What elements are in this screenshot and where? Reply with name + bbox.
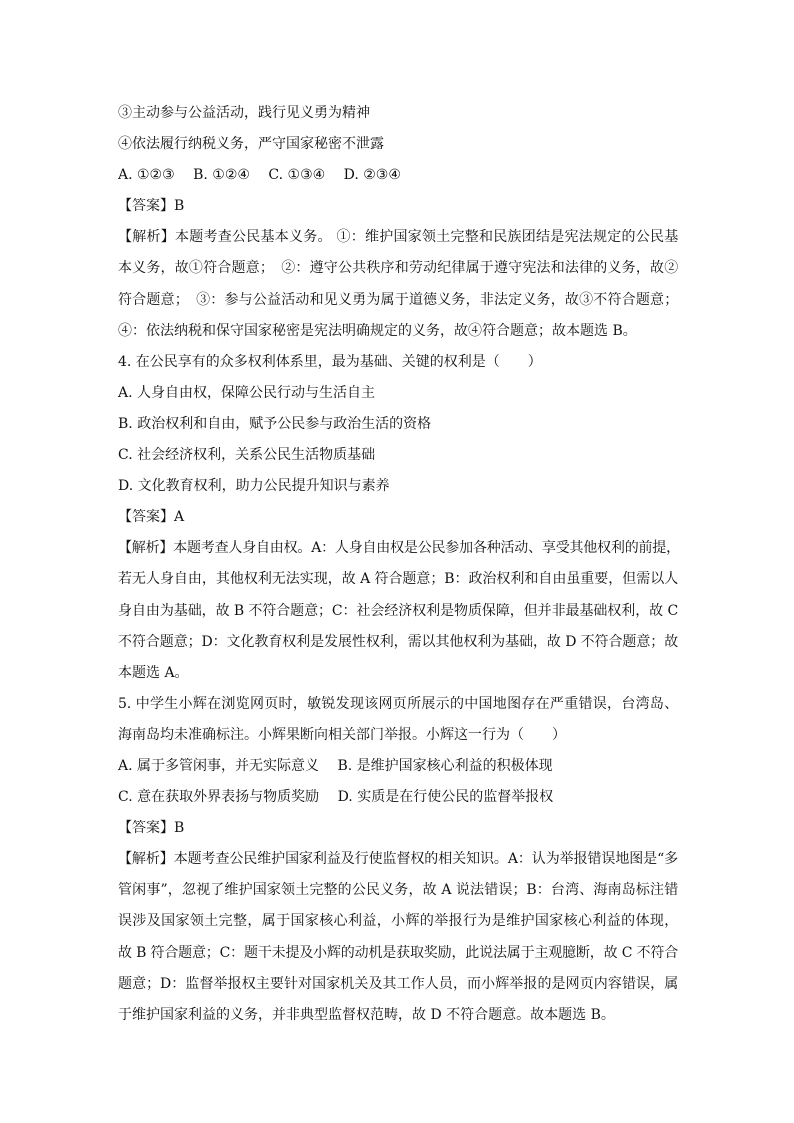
q4-analysis-line: 【解析】本题考查人身自由权。A：人身自由权是公民参加各种活动、享受其他权利的前提， [118, 540, 680, 557]
q4-analysis-line: 身自由为基础，故 B 不符合题意；C：社会经济权利是物质保障，但并非最基础权利，故 C [118, 602, 678, 619]
q5-stem-line: 5. 中学生小辉在浏览网页时，敏锐发现该网页所展示的中国地图存在严重错误，台湾岛、 [118, 695, 678, 712]
q4-option-c: C. 社会经济权利，关系公民生活物质基础 [118, 447, 376, 464]
q5-options-row: A. 属于多管闲事，并无实际意义 B. 是维护国家核心利益的积极体现 [118, 757, 553, 774]
q4-option-a: A. 人身自由权，保障公民行动与生活自主 [118, 384, 376, 401]
q3-answer: 【答案】B [118, 198, 185, 215]
q3-analysis-line: 本义务，故①符合题意； ②：遵守公共秩序和劳动纪律属于遵守宪法和法律的义务，故② [118, 260, 678, 277]
q4-option-b: B. 政治权利和自由，赋予公民参与政治生活的资格 [118, 415, 432, 432]
q3-option-3: ③主动参与公益活动，践行见义勇为精神 [118, 105, 370, 121]
q3-analysis-line: 【解析】本题考查公民基本义务。 ①：维护国家领土完整和民族团结是宪法规定的公民基 [118, 229, 678, 246]
q3-analysis-line: ④：依法纳税和保守国家秘密是宪法明确规定的义务，故④符合题意；故本题选 B。 [118, 322, 637, 339]
q4-analysis-line: 不符合题意；D：文化教育权利是发展性权利，需以其他权利为基础，故 D 不符合题意；故 [118, 633, 678, 650]
document-page [118, 98, 678, 1031]
q5-analysis-line: 【解析】本题考查公民维护国家利益及行使监督权的相关知识。A：认为举报错误地图是“多 [118, 851, 678, 868]
q4-answer: 【答案】A [118, 509, 185, 526]
q4-analysis-line: 本题选 A。 [118, 664, 189, 681]
q5-stem-line: 海南岛均未准确标注。小辉果断向相关部门举报。小辉这一行为（ ） [118, 726, 566, 743]
q5-analysis-line: 于维护国家利益的义务，并非典型监督权范畴，故 D 不符合题意。故本题选 B。 [118, 1006, 615, 1023]
q5-analysis-line: 误涉及国家领土完整，属于国家核心利益，小辉的举报行为是维护国家核心利益的体现， [118, 913, 678, 930]
q3-analysis-line: 符合题意； ③：参与公益活动和见义勇为属于道德义务，非法定义务，故③不符合题意； [118, 291, 678, 308]
q5-answer: 【答案】B [118, 820, 185, 837]
q4-analysis-line: 若无人身自由，其他权利无法实现，故 A 符合题意；B：政治权利和自由虽重要，但需以人 [118, 571, 678, 588]
q3-option-4: ④依法履行纳税义务，严守国家秘密不泄露 [118, 136, 384, 153]
q5-options-row: C. 意在获取外界表扬与物质奖励 D. 实质是在行使公民的监督举报权 [118, 789, 554, 806]
q3-choices: A. ①②③ B. ①②④ C. ①③④ D. ②③④ [118, 167, 401, 184]
q5-analysis-line: 故 B 符合题意；C：题干未提及小辉的动机是获取奖励，此说法属于主观臆断，故 C 不符合 [118, 944, 678, 961]
q4-option-d: D. 文化教育权利，助力公民提升知识与素养 [118, 478, 390, 495]
q5-analysis-line: 管闲事”，忽视了维护国家领土完整的公民义务，故 A 说法错误；B：台湾、海南岛标注错 [118, 882, 678, 899]
q4-stem: 4. 在公民享有的众多权利体系里，最为基础、关键的权利是（ ） [118, 353, 542, 370]
q5-analysis-line: 题意；D：监督举报权主要针对国家机关及其工作人员，而小辉举报的是网页内容错误，属 [118, 975, 678, 992]
